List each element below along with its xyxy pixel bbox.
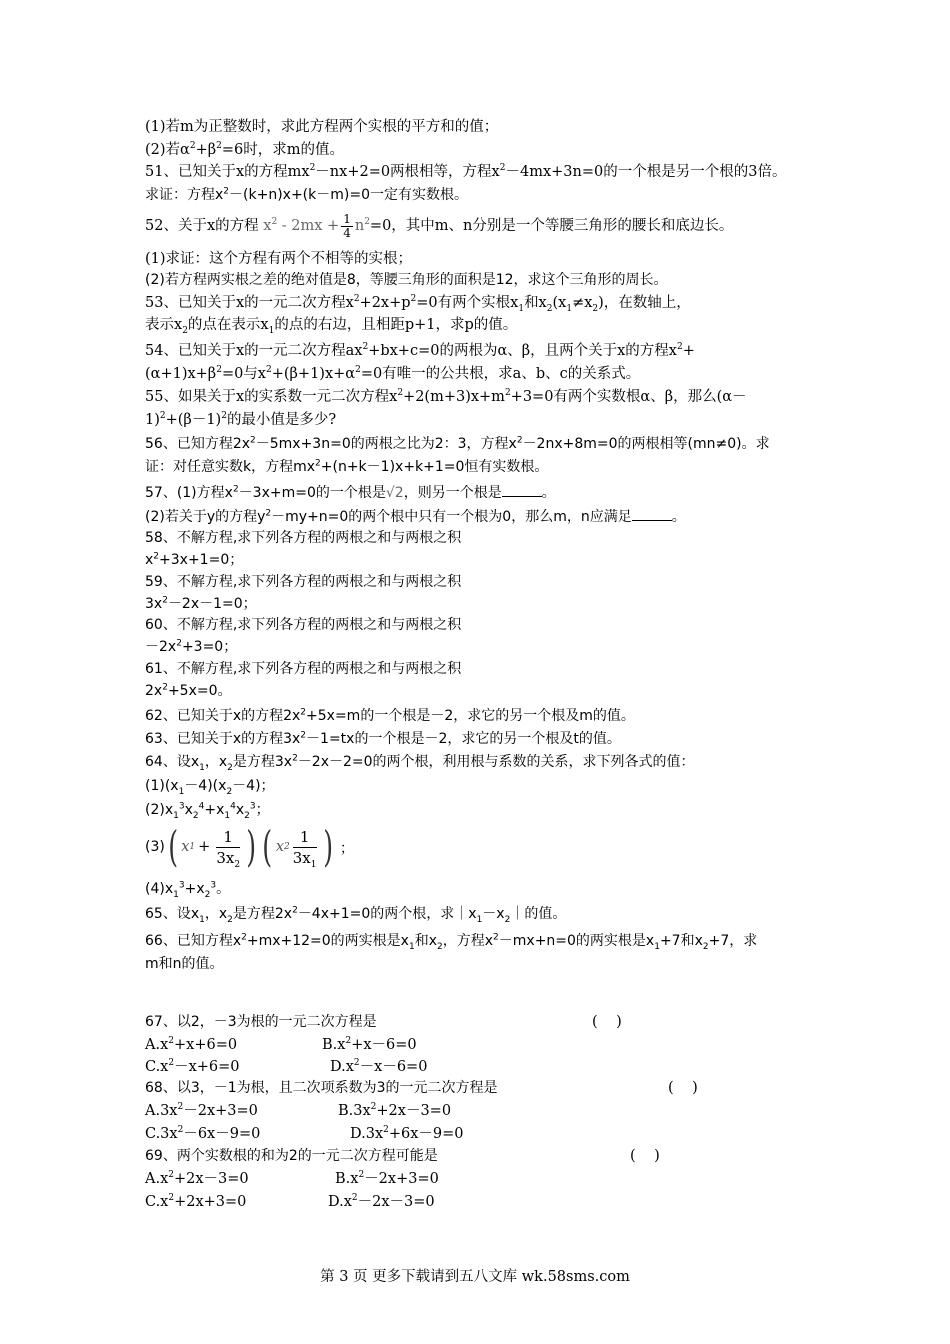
question-51-cont: 求证：方程$x^2-(k+n)x+(k-m)=0$一定有实数根。 bbox=[145, 186, 468, 203]
question-61-eq: $2x^2+5x=0$。 bbox=[145, 682, 232, 699]
question-58: 58、不解方程,求下列各方程的两根之和与两根之积 bbox=[145, 530, 462, 546]
line-1: (1)若m为正整数时，求此方程两个实根的平方和的值； bbox=[145, 119, 499, 135]
question-51: 51、已知关于x的方程$mx^2-nx+2=0$两根相等，方程$x^2-4mx+3n=0$的一个根是另一个根的3倍。 bbox=[145, 163, 787, 180]
option-69-c[interactable]: $C.x^2+2x+3=0$ bbox=[145, 1193, 247, 1210]
option-68-a[interactable]: $A.3x^2-2x+3=0$ bbox=[145, 1102, 258, 1119]
right-paren: ) bbox=[322, 822, 333, 871]
question-64-part3: (3) ( x 1 + $\frac{1}{3x_2}$ ) ( x 2 $\frac{1}{3x_1}$ ) ； bbox=[145, 822, 355, 871]
option-67-a[interactable]: $A.x^2+x+6=0$ bbox=[145, 1036, 238, 1053]
option-67-d[interactable]: $D.x^2-x-6=0$ bbox=[330, 1058, 428, 1075]
question-62: 62、已知关于x的方程$2x^2+5x=m$的一个根是－2，求它的另一个根及m的值。 bbox=[145, 707, 635, 724]
question-64: 64、设$x_1$，$x_2$是方程$3x^2-2x-2=0$的两个根，利用根与系数的关系，求下列各式的值： bbox=[145, 753, 695, 773]
question-59: 59、不解方程,求下列各方程的两根之和与两根之积 bbox=[145, 574, 462, 590]
question-60: 60、不解方程,求下列各方程的两根之和与两根之积 bbox=[145, 617, 462, 633]
question-68: 68、以3，－1为根，且二次项系数为3的一元二次方程是 bbox=[145, 1080, 498, 1096]
question-55-cont: $1)^2+(\beta-1)^2$的最小值是多少? bbox=[145, 411, 337, 428]
option-67-c[interactable]: $C.x^2-x+6=0$ bbox=[145, 1058, 240, 1075]
left-paren: ( bbox=[262, 822, 273, 871]
answer-paren-67[interactable]: ( ) bbox=[592, 1014, 622, 1030]
question-55: 55、如果关于x的实系数一元二次方程$x^2+2(m+3)x+m^2+3=0$有两个实数根α、β，那么(α－ bbox=[145, 388, 747, 405]
question-66: 66、已知方程$x^2+mx+12=0$的两实根是$x_1$和$x_2$，方程$x^2-mx+n=0$的两实根是$x_1+7$和$x_2+7$，求 bbox=[145, 932, 758, 952]
question-64-part2: $(2)x_1^3x_2^4+x_1^4x_2^3$； bbox=[145, 801, 270, 821]
question-52-part1: (1)求证：这个方程有两个不相等的实根； bbox=[145, 251, 413, 267]
question-63: 63、已知关于x的方程$3x^2-1=tx$的一个根是－2，求它的另一个根及t的值。 bbox=[145, 730, 621, 747]
question-64-part1: $(1)(x_1-4)(x_2-4)$； bbox=[145, 778, 275, 797]
question-54-cont: $(\alpha+1)x+\beta^2=0$与$x^2+(\beta+1)x+\alpha^2=0$有唯一的公共根，求a、b、c的关系式。 bbox=[145, 365, 641, 382]
fraction-quarter: $\frac{1}{4}$ bbox=[343, 211, 351, 240]
fraction-1-over-3x1: $\frac{1}{3x_1}$ bbox=[292, 827, 317, 870]
question-69: 69、两个实数根的和为2的一元二次方程可能是 bbox=[145, 1148, 438, 1164]
question-57-part1: 57、(1)方程$x^2-3x+m=0$的一个根是√2，则另一个根是 。 bbox=[145, 484, 556, 501]
option-67-b[interactable]: $B.x^2+x-6=0$ bbox=[322, 1036, 417, 1053]
question-54: 54、已知关于x的一元二次方程$ax^2+bx+c=0$的两根为α、β，且两个关于x的方程$x^2+$ bbox=[145, 342, 695, 359]
question-59-eq: $3x^2-2x-1=0$； bbox=[145, 595, 257, 612]
answer-blank[interactable] bbox=[502, 484, 542, 497]
question-53: 53、已知关于x的一元二次方程$x^2+2x+p^2=0$有两个实根$x_1$和$x_2(x_1\ne x_2)$，在数轴上， bbox=[145, 294, 691, 314]
right-paren: ) bbox=[246, 822, 257, 871]
question-67: 67、以2，－3为根的一元二次方程是 bbox=[145, 1014, 377, 1030]
option-68-b[interactable]: $B.3x^2+2x-3=0$ bbox=[338, 1102, 452, 1119]
question-52-part2: (2)若方程两实根之差的绝对值是8，等腰三角形的面积是12，求这个三角形的周长。 bbox=[145, 272, 668, 288]
question-61: 61、不解方程,求下列各方程的两根之和与两根之积 bbox=[145, 661, 462, 677]
answer-paren-68[interactable]: ( ) bbox=[668, 1080, 698, 1096]
question-65: 65、设$x_1$，$x_2$是方程$2x^2-4x+1=0$的两个根，求$|x_1-x_2|$的值。 bbox=[145, 905, 567, 925]
question-52: 52、关于x的方程 $x^2 - 2mx$ + $\frac{1}{4}$ $n^2=0$，其中m、n分别是一个等腰三角形的腰长和底边长。 bbox=[145, 211, 734, 240]
page-footer: 第 3 页 更多下载请到五八文库 wk.58sms.com bbox=[320, 1269, 630, 1285]
option-69-a[interactable]: $A.x^2+2x-3=0$ bbox=[145, 1170, 249, 1187]
answer-paren-69[interactable]: ( ) bbox=[630, 1148, 660, 1164]
option-69-d[interactable]: $D.x^2-2x-3=0$ bbox=[328, 1193, 435, 1210]
question-64-part4: $(4)x_1^3+x_2^3$。 bbox=[145, 880, 231, 900]
question-60-eq: $-2x^2+3=0$； bbox=[145, 638, 238, 655]
line-2: (2)若$\alpha^2+\beta^2=6$时，求m的值。 bbox=[145, 141, 344, 158]
question-66-cont: m和n的值。 bbox=[145, 956, 224, 972]
option-68-d[interactable]: $D.3x^2+6x-9=0$ bbox=[350, 1125, 464, 1142]
question-58-eq: $x^2+3x+1=0$； bbox=[145, 551, 244, 568]
question-57-part2: (2)若关于y的方程$y^2-my+n=0$的两个根中只有一个根为0，那么m，n应满足 。 bbox=[145, 508, 686, 525]
left-paren: ( bbox=[168, 822, 178, 871]
option-68-c[interactable]: $C.3x^2-6x-9=0$ bbox=[145, 1125, 261, 1142]
question-56: 56、已知方程$2x^2-5mx+3n=0$的两根之比为2：3，方程$x^2-2nx+8m=0$的两根相等(mn≠0)。求 bbox=[145, 435, 770, 452]
question-56-cont: 证：对任意实数k，方程$mx^2+(n+k-1)x+k+1=0$恒有实数根。 bbox=[145, 458, 549, 475]
answer-blank[interactable] bbox=[632, 508, 672, 521]
sqrt2: √2 bbox=[385, 485, 404, 501]
option-69-b[interactable]: $B.x^2-2x+3=0$ bbox=[335, 1170, 439, 1187]
question-53-cont: 表示$x_2$的点在表示$x_1$的点的右边，且相距p+1，求p的值。 bbox=[145, 317, 518, 336]
fraction-1-over-3x2: $\frac{1}{3x_2}$ bbox=[216, 827, 241, 870]
equation-52: $x^2 - 2mx$ + bbox=[263, 217, 340, 234]
